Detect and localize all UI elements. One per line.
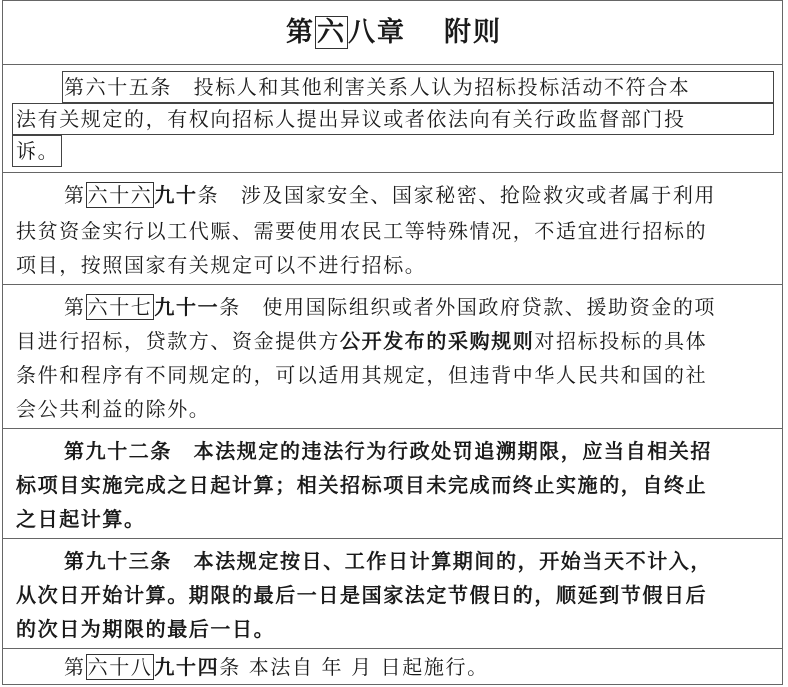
new-number: 九十: [154, 183, 198, 207]
article-row-94: [2, 648, 783, 685]
article-line: 之日起计算。: [16, 507, 146, 531]
article-line: 第九十二条 本法规定的违法行为行政处罚追溯期限，应当自相关招: [64, 439, 712, 463]
article-line: 标项目实施完成之日起计算；相关招标项目未完成而终止实施的，自终止: [16, 473, 708, 497]
article-row-93: [2, 538, 783, 648]
new-number: 九十一: [154, 295, 220, 319]
chapter-name: 附则: [444, 17, 502, 48]
article-row-65: [2, 64, 783, 172]
deleted-number: 六十七: [87, 295, 153, 319]
article-line: 从次日开始计算。期限的最后一日是国家法定节假日的，顺延到节假日后: [16, 583, 708, 607]
article-line: 法有关规定的，有权向招标人提出异议或者依法向有关行政监督部门投: [16, 107, 686, 131]
chapter-prefix: 第: [286, 17, 315, 48]
article-prefix: 第: [64, 295, 86, 319]
deleted-number: 六十八: [87, 655, 153, 679]
new-number: 九十四: [154, 655, 220, 679]
inserted-text: 公开发布的采购规则: [340, 329, 535, 353]
article-line: 会公共利益的除外。: [16, 397, 211, 421]
article-line: 扶贫资金实行以工代赈、需要使用农民工等特殊情况，不适宜进行招标的: [16, 219, 708, 243]
article-text: 条 本法自 年 月 日起施行。: [219, 655, 489, 679]
article-text: 条 涉及国家安全、国家秘密、抢险救灾或者属于利用: [197, 183, 717, 207]
deleted-number: 六十六: [87, 183, 153, 207]
chapter-deleted-number: 六: [317, 17, 346, 48]
article-line: 第九十三条 本法规定按日、工作日计算期间的，开始当天不计入，: [64, 549, 712, 573]
article-line: [16, 327, 773, 355]
article-line: 诉。: [16, 139, 60, 163]
article-row-92: [2, 428, 783, 538]
article-prefix: 第: [64, 655, 86, 679]
article-prefix: 第: [64, 183, 86, 207]
article-line: [64, 653, 773, 681]
article-row-90: [2, 172, 783, 284]
article-text: 条 使用国际组织或者外国政府贷款、援助资金的项: [219, 295, 717, 319]
article-text: 目进行招标，贷款方、资金提供方: [16, 329, 340, 353]
article-line: 条件和程序有不同规定的，可以适用其规定，但违背中华人民共和国的社: [16, 363, 708, 387]
article-line: [64, 293, 773, 321]
article-row-91: [2, 284, 783, 428]
article-line: 项目，按照国家有关规定可以不进行招标。: [16, 253, 427, 277]
article-text: 对招标投标的具体: [534, 329, 708, 353]
article-line: [64, 181, 773, 209]
article-line: 第六十五条 投标人和其他利害关系人认为招标投标活动不符合本: [64, 75, 691, 99]
article-line: 的次日为期限的最后一日。: [16, 617, 276, 641]
chapter-number: 八章: [348, 17, 406, 48]
chapter-title: [0, 10, 788, 49]
